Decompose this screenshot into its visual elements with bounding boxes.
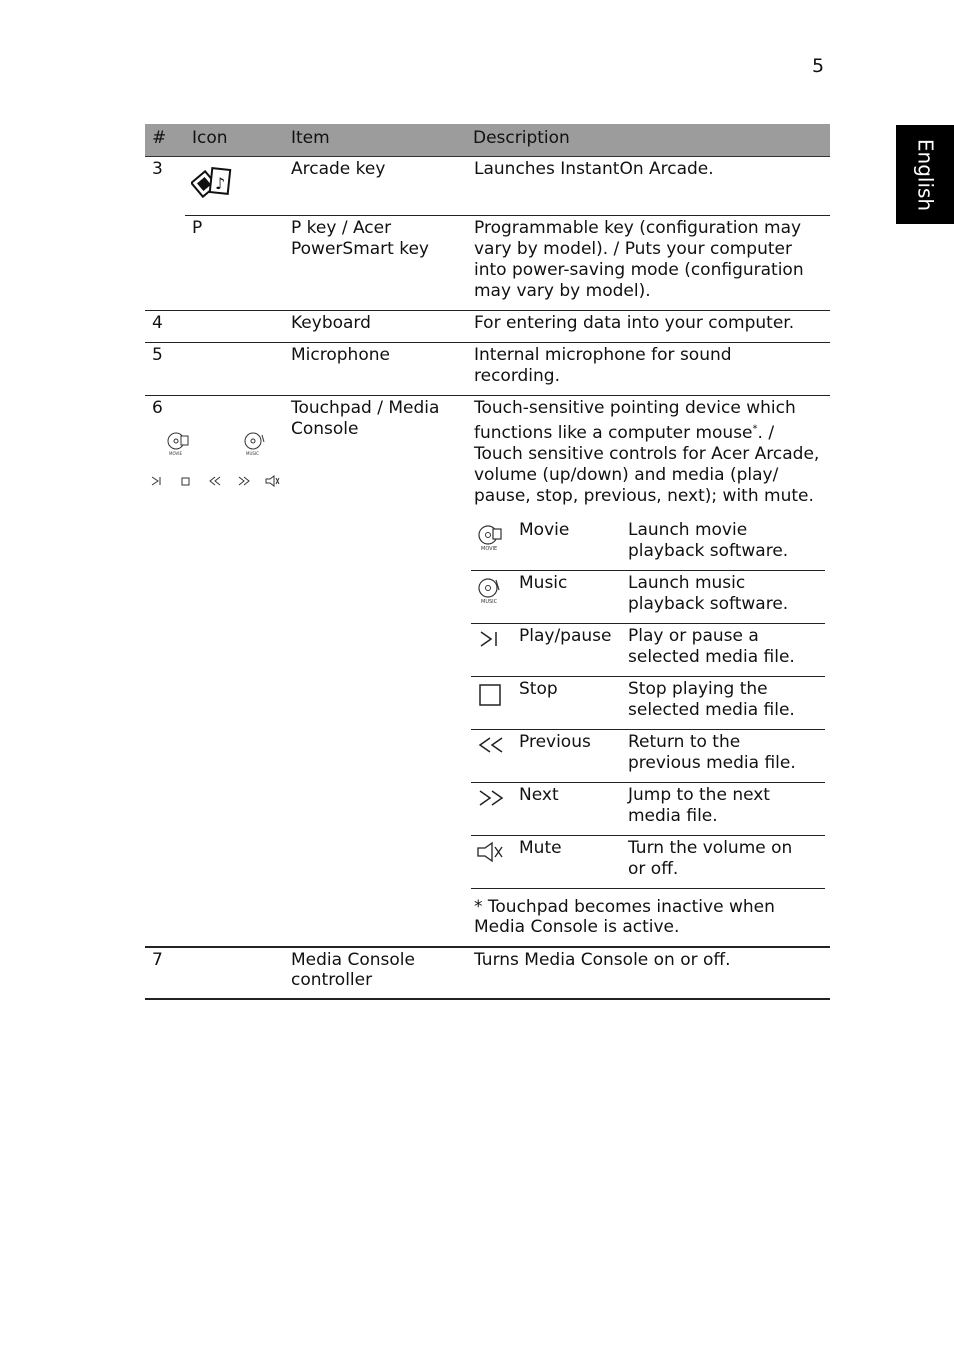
media-control-desc-line2: or off. xyxy=(628,859,679,879)
movie-icon xyxy=(166,430,192,456)
row-6-desc-line5: pause, stop, previous, next); with mute. xyxy=(474,486,814,506)
row-4-description: For entering data into your computer. xyxy=(474,313,795,333)
svg-text:MOVIE: MOVIE xyxy=(481,546,498,551)
media-control-desc-line1: Launch music xyxy=(628,573,746,593)
divider xyxy=(471,676,825,677)
row-6-item-line2: Console xyxy=(291,419,359,439)
play-pause-icon xyxy=(478,629,504,649)
row-5-item: Microphone xyxy=(291,345,390,365)
row-3-number: 3 xyxy=(152,159,163,179)
stop-icon xyxy=(478,683,504,707)
row-5-desc-line2: recording. xyxy=(474,366,560,386)
media-control-name: Next xyxy=(519,785,559,805)
p-key-desc-line3: into power-saving mode (configuration xyxy=(474,260,804,280)
table-header xyxy=(145,124,830,157)
row-3-item: Arcade key xyxy=(291,159,386,179)
row-5-desc-line1: Internal microphone for sound xyxy=(474,345,732,365)
svg-text:MUSIC: MUSIC xyxy=(481,599,498,604)
media-control-desc-line2: playback software. xyxy=(628,594,789,614)
language-tab-label: English xyxy=(913,138,938,211)
row-6-desc-line1: Touch-sensitive pointing device which xyxy=(474,398,796,418)
row-6-desc-line2 xyxy=(474,423,774,444)
divider xyxy=(471,782,825,783)
header-description: Description xyxy=(473,128,570,148)
page-number: 5 xyxy=(812,55,825,77)
svg-text:♪: ♪ xyxy=(215,174,226,193)
media-control-desc-line1: Jump to the next xyxy=(628,785,770,805)
footnote-line1: * Touchpad becomes inactive when xyxy=(474,897,775,917)
music-icon xyxy=(476,576,506,604)
row-7-description: Turns Media Console on or off. xyxy=(474,950,731,970)
p-key-desc-line4: may vary by model). xyxy=(474,281,651,301)
media-control-desc-line2: media file. xyxy=(628,806,718,826)
divider xyxy=(471,623,825,624)
language-tab xyxy=(896,125,954,224)
media-control-desc-line2: selected media file. xyxy=(628,647,795,667)
divider xyxy=(145,395,830,396)
media-control-desc-line1: Return to the xyxy=(628,732,741,752)
row-6-item-line1: Touchpad / Media xyxy=(291,398,440,418)
media-control-desc-line1: Turn the volume on xyxy=(628,838,793,858)
p-key-icon: P xyxy=(192,218,203,238)
row-4-item: Keyboard xyxy=(291,313,371,333)
divider xyxy=(471,888,825,889)
row-6-desc-line2-end: . / xyxy=(757,423,775,443)
next-icon xyxy=(477,789,505,807)
row-5-number: 5 xyxy=(152,345,163,365)
p-key-desc-line2: vary by model). / Puts your computer xyxy=(474,239,792,259)
footnote-marker: * xyxy=(752,423,758,435)
divider xyxy=(471,835,825,836)
media-control-name: Stop xyxy=(519,679,558,699)
media-control-name: Movie xyxy=(519,520,570,540)
media-control-desc-line2: selected media file. xyxy=(628,700,795,720)
row-7-item-line2: controller xyxy=(291,970,373,990)
divider xyxy=(145,310,830,311)
p-key-desc-line1: Programmable key (configuration may xyxy=(474,218,802,238)
previous-icon xyxy=(477,736,505,754)
p-key-item-line2: PowerSmart key xyxy=(291,239,429,259)
arcade-icon xyxy=(191,165,235,201)
row-6-number: 6 xyxy=(152,398,163,418)
mute-icon xyxy=(476,841,506,863)
divider xyxy=(185,215,830,216)
movie-icon xyxy=(476,523,506,551)
media-control-name: Previous xyxy=(519,732,591,752)
media-control-name: Mute xyxy=(519,838,562,858)
music-icon xyxy=(243,430,269,456)
media-control-name: Music xyxy=(519,573,568,593)
stop-icon xyxy=(180,475,192,487)
divider xyxy=(145,342,830,343)
previous-icon xyxy=(208,475,222,487)
divider xyxy=(145,946,830,948)
next-icon xyxy=(237,475,251,487)
row-6-desc-line3: Touch sensitive controls for Acer Arcade, xyxy=(474,444,820,464)
header-icon: Icon xyxy=(192,128,228,148)
media-control-name: Play/pause xyxy=(519,626,612,646)
divider xyxy=(471,729,825,730)
play-pause-icon xyxy=(150,475,164,487)
row-4-number: 4 xyxy=(152,313,163,333)
footnote-line2: Media Console is active. xyxy=(474,917,680,937)
row-6-desc-line4: volume (up/down) and media (play/ xyxy=(474,465,779,485)
row-6-desc-line2-text: functions like a computer mouse xyxy=(474,423,753,443)
row-7-item-line1: Media Console xyxy=(291,950,415,970)
row-7-number: 7 xyxy=(152,950,163,970)
mute-icon xyxy=(265,475,281,487)
media-control-desc-line2: previous media file. xyxy=(628,753,796,773)
media-control-desc-line1: Play or pause a xyxy=(628,626,759,646)
media-control-desc-line1: Launch movie xyxy=(628,520,748,540)
media-control-desc-line2: playback software. xyxy=(628,541,789,561)
divider xyxy=(471,570,825,571)
svg-text:MUSIC: MUSIC xyxy=(246,451,259,456)
table-bottom-border xyxy=(145,998,830,1000)
svg-text:MOVIE: MOVIE xyxy=(169,451,182,456)
header-item: Item xyxy=(291,128,330,148)
p-key-item-line1: P key / Acer xyxy=(291,218,392,238)
row-3-description: Launches InstantOn Arcade. xyxy=(474,159,714,179)
header-num: # xyxy=(152,128,167,148)
media-control-desc-line1: Stop playing the xyxy=(628,679,768,699)
